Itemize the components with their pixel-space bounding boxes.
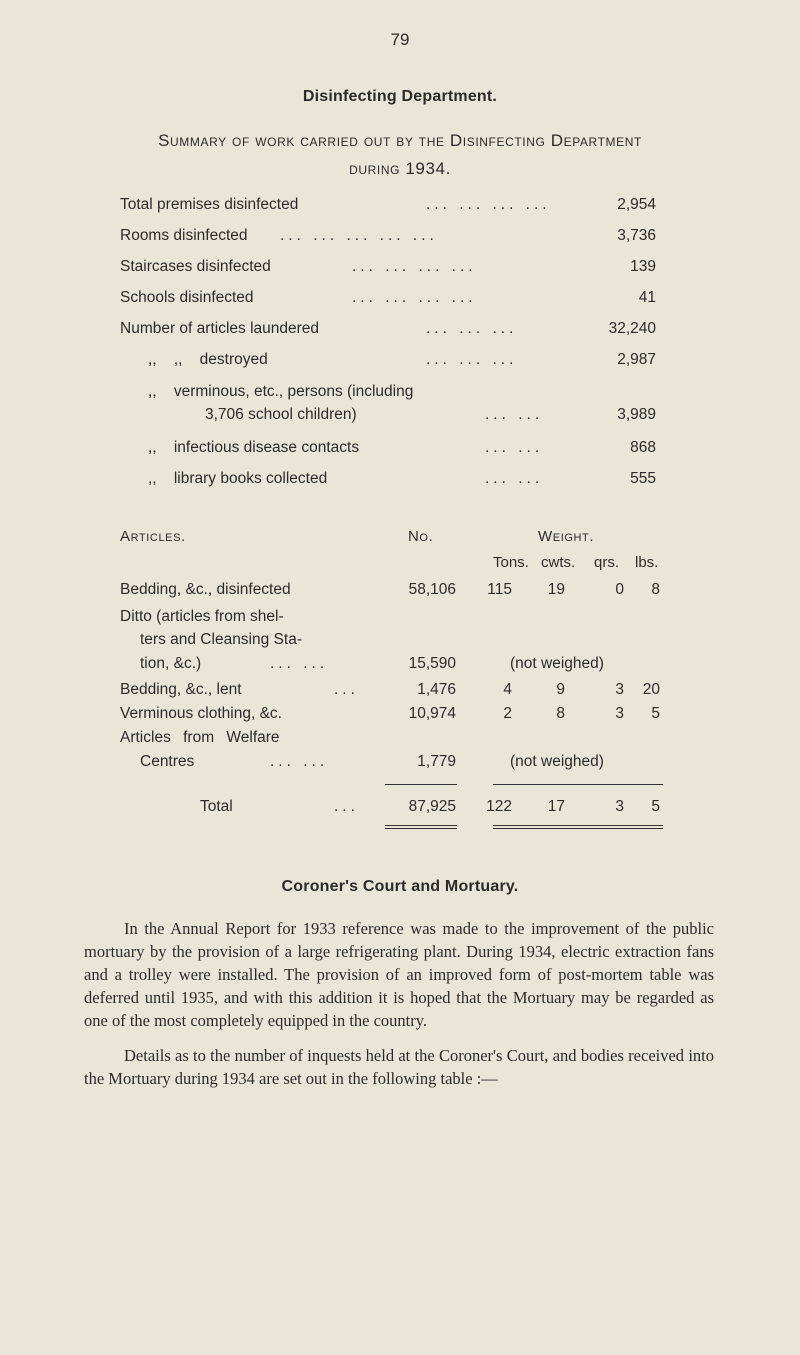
total-cwts: 17 — [547, 798, 565, 815]
summary-item-value: 139 — [630, 258, 656, 275]
summary-item-label: Number of articles laundered — [120, 320, 320, 337]
leader-dots: ... ... — [485, 439, 544, 456]
weight-lbs: 5 — [651, 705, 660, 722]
article-label: Ditto (articles from shel- — [120, 608, 284, 625]
header-weight: Weight. — [538, 528, 595, 545]
weight-qrs: 0 — [615, 581, 624, 598]
leader-dots: ... ... — [270, 655, 329, 672]
leader-dots: ... ... ... — [426, 320, 518, 337]
summary-item-label: ,, library books collected — [148, 470, 328, 487]
weight-tons: 115 — [487, 581, 512, 598]
summary-item-label: 3,706 school children) — [205, 406, 357, 423]
summary-item-label: Staircases disinfected — [120, 258, 271, 275]
total-rule — [493, 784, 663, 785]
leader-dots: ... ... ... — [426, 351, 518, 368]
weight-qrs: 3 — [615, 681, 624, 698]
article-label: Bedding, &c., lent — [120, 681, 242, 698]
coroner-text — [84, 917, 714, 1102]
summary-subtitle-line1: Summary of work carried out by the Disinfecting Department — [158, 131, 642, 150]
summary-item-label: Schools disinfected — [120, 289, 254, 306]
weight-tons: 4 — [503, 681, 512, 698]
article-label-cont: Centres — [140, 753, 195, 770]
section-heading-coroner: Coroner's Court and Mortuary. — [281, 878, 519, 895]
summary-item-value: 868 — [630, 439, 656, 456]
summary-item-value: 3,989 — [617, 406, 656, 423]
weight-cwts: 19 — [547, 581, 565, 598]
paragraph: In the Annual Report for 1933 reference was made to the improvement of the public mortuary by the provision of a large refrigerating plant. During 1934, electric extraction fans and a trolley were installed. The provision of an improved form of post-mortem table was deferred until 1935, and with this addition it is hoped that the Mortuary may be regarded as one of the most completely equipped in the country. — [84, 919, 714, 1030]
article-number: 1,476 — [417, 681, 456, 698]
summary-item-label: ,, infectious disease contacts — [148, 439, 360, 456]
header-tons: Tons. — [493, 554, 529, 571]
leader-dots: ... ... ... ... — [352, 258, 477, 275]
not-weighed-note: (not weighed) — [510, 655, 604, 672]
leader-dots: ... ... ... ... ... — [280, 227, 438, 244]
leader-dots: ... — [334, 681, 359, 698]
double-rule — [385, 825, 457, 826]
summary-subtitle-line2: during 1934. — [349, 159, 451, 178]
total-tons: 122 — [486, 798, 512, 815]
leader-dots: ... ... — [485, 470, 544, 487]
article-label: Verminous clothing, &c. — [120, 705, 282, 722]
article-number: 58,106 — [408, 581, 456, 598]
weight-cwts: 9 — [556, 681, 565, 698]
summary-item-value: 555 — [630, 470, 656, 487]
paragraph: Details as to the number of inquests held at the Coroner's Court, and bodies received into the Mortuary during 1934 are set out in the following table :— — [84, 1046, 714, 1088]
article-label: Articles from Welfare — [120, 729, 280, 746]
summary-item-label: ,, verminous, etc., persons (including — [148, 383, 414, 400]
weight-qrs: 3 — [615, 705, 624, 722]
leader-dots: ... — [334, 798, 359, 815]
summary-item-label: Total premises disinfected — [120, 196, 299, 213]
article-number: 15,590 — [408, 655, 456, 672]
weight-lbs: 20 — [642, 681, 660, 698]
weight-tons: 2 — [503, 705, 512, 722]
leader-dots: ... ... — [485, 406, 544, 423]
leader-dots: ... ... ... ... — [426, 196, 551, 213]
double-rule — [493, 825, 663, 826]
double-rule — [493, 828, 663, 829]
summary-item-value: 3,736 — [617, 227, 656, 244]
summary-item-label: Rooms disinfected — [120, 227, 248, 244]
header-articles: Articles. — [120, 528, 186, 545]
total-rule — [385, 784, 457, 785]
article-number: 1,779 — [417, 753, 456, 770]
summary-item-value: 2,987 — [617, 351, 656, 368]
double-rule — [385, 828, 457, 829]
article-label: Bedding, &c., disinfected — [120, 581, 291, 598]
total-number: 87,925 — [408, 798, 456, 815]
total-label: Total — [200, 798, 233, 815]
header-lbs: lbs. — [635, 554, 659, 571]
total-lbs: 5 — [651, 798, 660, 815]
summary-item-value: 32,240 — [608, 320, 656, 337]
header-no: No. — [408, 528, 434, 545]
summary-item-value: 41 — [638, 289, 656, 306]
weight-cwts: 8 — [556, 705, 565, 722]
article-number: 10,974 — [408, 705, 456, 722]
article-label-cont: tion, &c.) — [140, 655, 202, 672]
total-qrs: 3 — [615, 798, 624, 815]
article-label-cont: ters and Cleansing Sta- — [140, 631, 302, 648]
header-qrs: qrs. — [594, 554, 620, 571]
not-weighed-note: (not weighed) — [510, 753, 604, 770]
page-number: 79 — [390, 30, 410, 49]
leader-dots: ... ... — [270, 753, 329, 770]
header-cwts: cwts. — [541, 554, 576, 571]
leader-dots: ... ... ... ... — [352, 289, 477, 306]
summary-item-label: ,, ,, destroyed — [148, 351, 268, 368]
summary-item-value: 2,954 — [617, 196, 656, 213]
section-heading-disinfecting: Disinfecting Department. — [302, 88, 498, 105]
weight-lbs: 8 — [651, 581, 660, 598]
